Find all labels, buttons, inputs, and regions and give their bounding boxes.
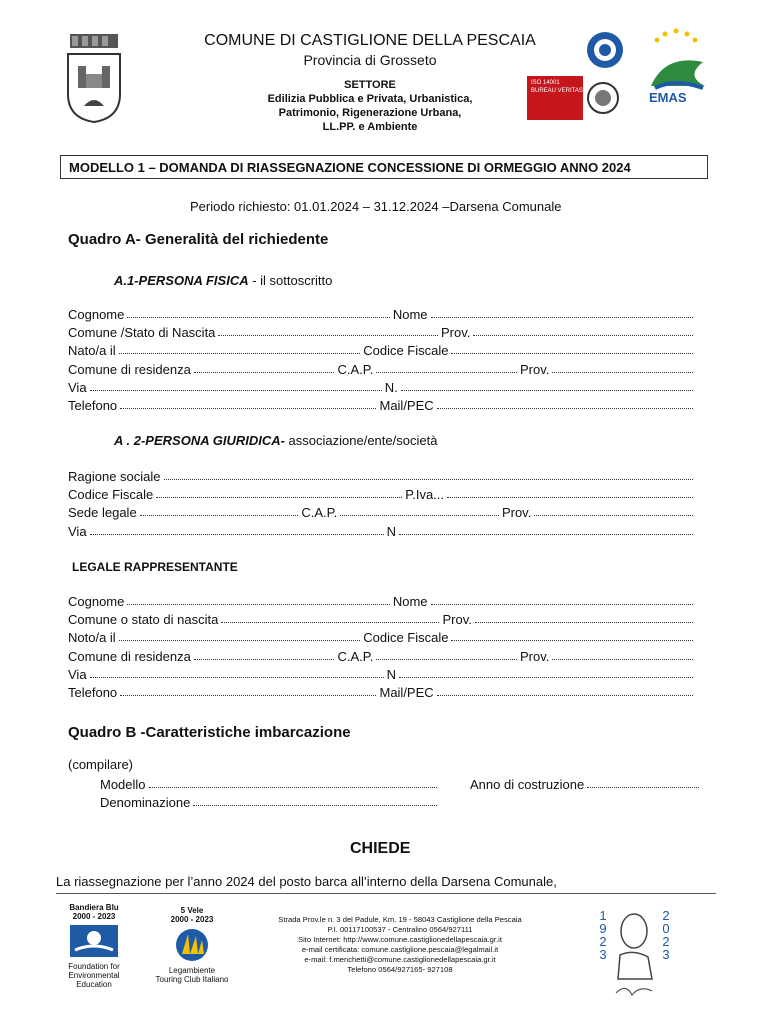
a2-label: Codice Fiscale bbox=[68, 487, 154, 503]
a1-dotted-field[interactable] bbox=[127, 316, 389, 318]
address-line: e-mail certificata: comune.castiglione.pescaia@legalmail.it bbox=[301, 945, 499, 954]
a1-dotted-field[interactable] bbox=[119, 352, 361, 354]
a1-dotted-field[interactable] bbox=[473, 334, 693, 336]
a1-label: Prov. bbox=[441, 325, 471, 341]
bandiera-blu-block bbox=[56, 903, 132, 989]
a2-row[interactable] bbox=[68, 487, 696, 502]
modello-field[interactable]: Modello bbox=[100, 777, 440, 792]
a2-label: C.A.P. bbox=[301, 505, 338, 521]
bandiera-years: 2000 - 2023 bbox=[72, 912, 116, 921]
a1-dotted-field[interactable] bbox=[90, 389, 382, 391]
compilare-label: (compilare) bbox=[68, 757, 134, 772]
a2-label: Sede legale bbox=[68, 505, 137, 521]
footer-divider bbox=[56, 893, 716, 894]
a1-label: Cognome bbox=[68, 307, 125, 322]
a1-dotted-field[interactable] bbox=[437, 407, 693, 409]
a1-dotted-field[interactable] bbox=[451, 352, 693, 354]
portrait-sketch bbox=[612, 905, 658, 1000]
legale-dotted-field[interactable] bbox=[127, 603, 389, 605]
a1-row[interactable] bbox=[68, 362, 696, 377]
centenary-years-right: 2 0 2 3 bbox=[662, 908, 670, 962]
a1-dotted-field[interactable] bbox=[218, 334, 438, 336]
legale-dotted-field[interactable] bbox=[120, 694, 376, 696]
a1-label: C.A.P. bbox=[337, 361, 374, 377]
legale-row[interactable] bbox=[68, 612, 696, 627]
legale-dotted-field[interactable] bbox=[376, 658, 517, 660]
a1-dotted-field[interactable] bbox=[401, 389, 693, 391]
a2-label: Via bbox=[68, 523, 87, 539]
bv-label: BUREAU VERITAS bbox=[531, 88, 583, 94]
legale-label: Via bbox=[68, 666, 87, 682]
legale-row[interactable] bbox=[68, 685, 696, 700]
legale-dotted-field[interactable] bbox=[437, 694, 693, 696]
a1-label: Prov. bbox=[520, 361, 550, 377]
a2-row[interactable] bbox=[68, 524, 696, 539]
bureau-veritas-logo bbox=[527, 76, 623, 120]
a2-dotted-field[interactable] bbox=[164, 478, 693, 480]
legale-row[interactable] bbox=[68, 649, 696, 664]
a1-row[interactable] bbox=[68, 343, 696, 358]
legale-label: C.A.P. bbox=[337, 648, 374, 664]
a2-label: Ragione sociale bbox=[68, 469, 161, 484]
centenary-years-left: 1 9 2 3 bbox=[599, 908, 607, 962]
a1-row[interactable] bbox=[68, 398, 696, 413]
legale-dotted-field[interactable] bbox=[194, 658, 335, 660]
a1-label: Telefono bbox=[68, 398, 118, 413]
periodo: Periodo richiesto: 01.01.2024 – 31.12.2024 –Darsena Comunale bbox=[190, 199, 562, 214]
foundation-l3: Education bbox=[76, 980, 112, 989]
a1-label: Nome bbox=[392, 307, 428, 322]
legale-label: Noto/a il bbox=[68, 630, 116, 646]
a1-label: Comune /Stato di Nascita bbox=[68, 325, 216, 341]
a1-label: N. bbox=[384, 379, 398, 395]
legale-dotted-field[interactable] bbox=[119, 639, 361, 641]
legale-label: Mail/PEC bbox=[379, 685, 434, 700]
emas-label: EMAS bbox=[649, 90, 687, 105]
chiede-text: La riassegnazione per l’anno 2024 del posto barca all’interno della Darsena Comunale, bbox=[56, 874, 557, 889]
vele-years: 2000 - 2023 bbox=[170, 915, 214, 924]
touring-label: Touring Club Italiano bbox=[155, 975, 229, 984]
a1-row[interactable] bbox=[68, 325, 696, 340]
anno-costruzione-field[interactable]: Anno di costruzione bbox=[470, 777, 702, 792]
legambiente-label: Legambiente bbox=[168, 966, 216, 975]
foundation-l1: Foundation for bbox=[68, 962, 120, 971]
legale-row[interactable] bbox=[68, 667, 696, 682]
emas-logo bbox=[645, 26, 711, 120]
address-line: e-mail: f.menchetti@comune.castiglionedellapescaia.gr.it bbox=[304, 955, 496, 964]
legale-label: Nome bbox=[392, 594, 428, 609]
vele-label: 5 Vele bbox=[180, 906, 204, 915]
legale-dotted-field[interactable] bbox=[399, 676, 693, 678]
a2-dotted-field[interactable] bbox=[340, 514, 499, 516]
legale-dotted-field[interactable] bbox=[552, 658, 693, 660]
municipal-crest bbox=[62, 32, 126, 124]
vele-block bbox=[146, 906, 238, 984]
blue-flag-icon bbox=[69, 924, 119, 958]
a1-row[interactable] bbox=[68, 380, 696, 395]
legale-row[interactable] bbox=[68, 594, 696, 609]
a1-heading: A.1-PERSONA FISICA - il sottoscritto bbox=[114, 273, 333, 288]
legale-label: Prov. bbox=[442, 612, 472, 628]
a2-dotted-field[interactable] bbox=[399, 533, 693, 535]
a2-dotted-field[interactable] bbox=[534, 514, 693, 516]
a2-label: P.Iva... bbox=[405, 487, 445, 503]
sails-icon bbox=[172, 928, 212, 962]
legale-dotted-field[interactable] bbox=[451, 639, 693, 641]
legale-dotted-field[interactable] bbox=[221, 621, 439, 623]
a1-dotted-field[interactable] bbox=[431, 316, 693, 318]
a2-label: Prov. bbox=[501, 505, 532, 521]
legale-row[interactable] bbox=[68, 630, 696, 645]
legale-dotted-field[interactable] bbox=[475, 621, 693, 623]
a1-dotted-field[interactable] bbox=[552, 371, 693, 373]
a2-heading: A . 2-PERSONA GIURIDICA- associazione/ente/società bbox=[114, 433, 438, 448]
address-line: P.I. 00117100537 - Centralino 0564/927111 bbox=[327, 925, 473, 934]
a1-row[interactable] bbox=[68, 307, 696, 322]
provincia: Provincia di Grosseto bbox=[303, 52, 437, 68]
quadro-a-heading: Quadro A- Generalità del richiedente bbox=[68, 231, 329, 248]
accredia-logo bbox=[585, 30, 625, 70]
address-line: Telefono 0564/927165- 927108 bbox=[347, 965, 453, 974]
legale-label: Comune o stato di nascita bbox=[68, 612, 219, 628]
bandiera-label: Bandiera Blu bbox=[69, 903, 119, 912]
iso-label: ISO 14001 bbox=[531, 80, 560, 86]
a2-dotted-field[interactable] bbox=[90, 533, 384, 535]
a1-dotted-field[interactable] bbox=[120, 407, 376, 409]
legale-dotted-field[interactable] bbox=[431, 603, 693, 605]
legale-label: Telefono bbox=[68, 685, 118, 700]
a1-label: Via bbox=[68, 379, 87, 395]
a1-label: Comune di residenza bbox=[68, 361, 191, 377]
settore-line-2: Patrimonio, Rigenerazione Urbana, bbox=[278, 107, 462, 119]
a1-label: Mail/PEC bbox=[379, 398, 434, 413]
foundation-l2: Environmental bbox=[68, 971, 120, 980]
a2-dotted-field[interactable] bbox=[140, 514, 299, 516]
a2-row[interactable] bbox=[68, 469, 696, 484]
a2-label: N bbox=[386, 523, 396, 539]
settore-line-1: Edilizia Pubblica e Privata, Urbanistica, bbox=[267, 93, 473, 105]
denominazione-field[interactable]: Denominazione bbox=[100, 795, 440, 810]
legale-heading: LEGALE RAPPRESENTANTE bbox=[72, 560, 238, 574]
legale-label: N bbox=[386, 666, 396, 682]
legale-label: Prov. bbox=[520, 648, 550, 664]
a2-row[interactable] bbox=[68, 505, 696, 520]
quadro-b-heading: Quadro B -Caratteristiche imbarcazione bbox=[68, 724, 351, 741]
address-block bbox=[250, 915, 550, 975]
legale-dotted-field[interactable] bbox=[90, 676, 384, 678]
a1-label: Codice Fiscale bbox=[363, 343, 449, 359]
comune-name: COMUNE DI CASTIGLIONE DELLA PESCAIA bbox=[204, 32, 536, 49]
a2-dotted-field[interactable] bbox=[447, 496, 693, 498]
a1-label: Nato/a il bbox=[68, 343, 116, 359]
legale-label: Codice Fiscale bbox=[363, 630, 449, 646]
address-line: Sito Internet: http://www.comune.castiglionedellapescaia.gr.it bbox=[298, 935, 502, 944]
address-line: Strada Prov.le n. 3 del Padule, Km. 19 - 58043 Castiglione della Pescaia bbox=[278, 915, 522, 924]
settore-line-3: LL.PP. e Ambiente bbox=[322, 121, 418, 133]
a2-dotted-field[interactable] bbox=[156, 496, 402, 498]
a1-dotted-field[interactable] bbox=[376, 371, 517, 373]
legale-label: Comune di residenza bbox=[68, 648, 191, 664]
chiede-heading: CHIEDE bbox=[350, 840, 411, 857]
settore-label: SETTORE bbox=[344, 79, 396, 91]
document-title: MODELLO 1 – DOMANDA DI RIASSEGNAZIONE CONCESSIONE DI ORMEGGIO ANNO 2024 bbox=[60, 155, 708, 179]
a1-dotted-field[interactable] bbox=[194, 371, 335, 373]
legale-label: Cognome bbox=[68, 594, 125, 609]
